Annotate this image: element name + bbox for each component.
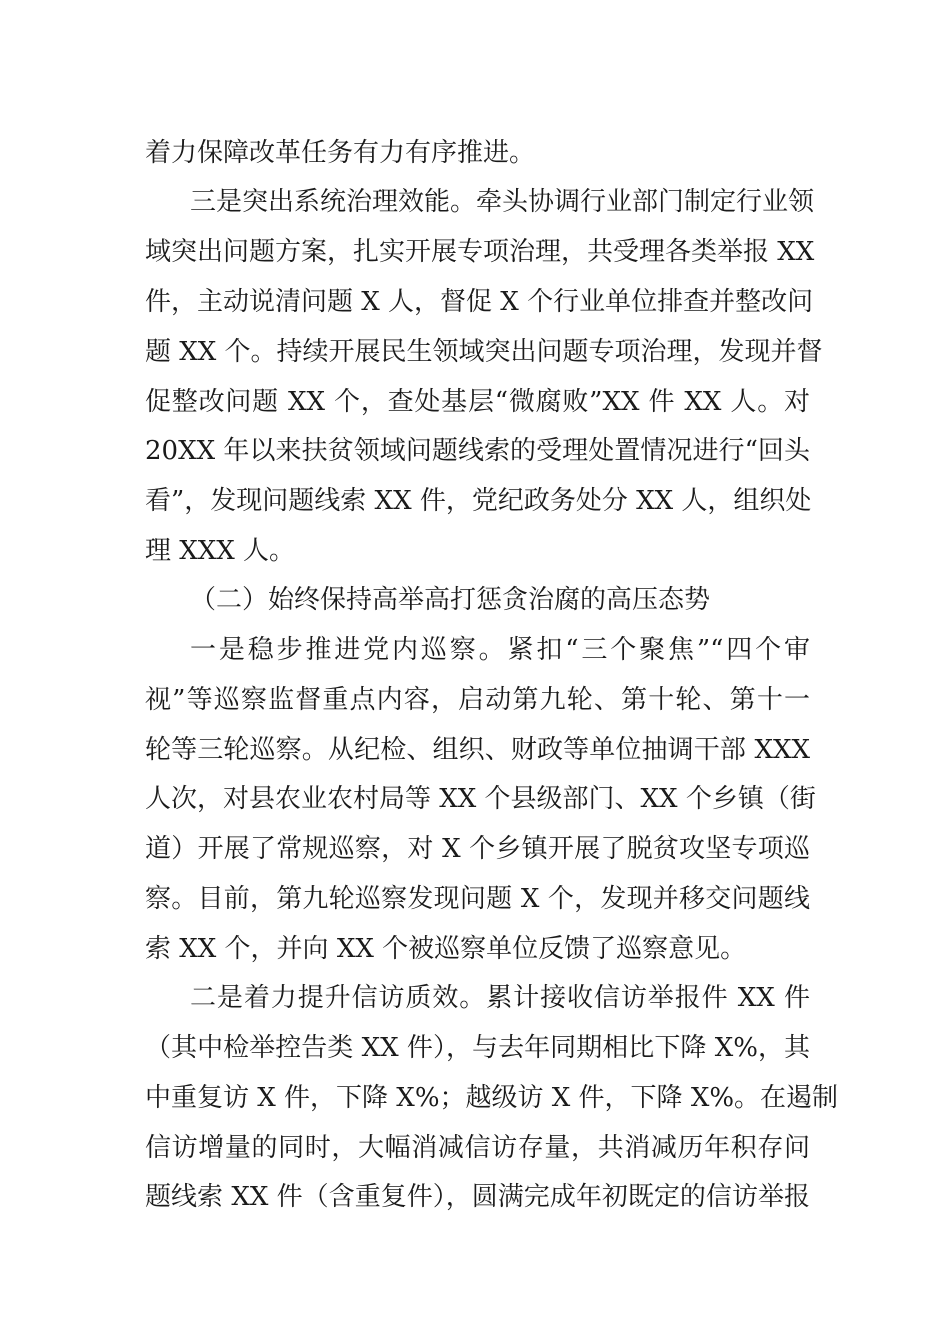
text-line: 题线索 XX 件（含重复件），圆满完成年初既定的信访举报 xyxy=(145,1182,810,1212)
text-line: 中重复访 X 件，下降 X%；越级访 X 件，下降 X%。在遏制 xyxy=(145,1083,839,1113)
paragraph-first-line: 二是着力提升信访质效。累计接收信访举报件 XX 件 xyxy=(190,983,810,1013)
text-line: 索 XX 个，并向 XX 个被巡察单位反馈了巡察意见。 xyxy=(145,934,747,964)
text-line: 人次，对县农业农村局等 XX 个县级部门、XX 个乡镇（街 xyxy=(145,784,816,814)
paragraph-first-line: 三是突出系统治理效能。牵头协调行业部门制定行业领 xyxy=(190,187,815,217)
paragraph-first-line: 一是稳步推进党内巡察。紧扣“三个聚焦”“四个审 xyxy=(190,635,810,665)
text-line: （其中检举控告类 XX 件），与去年同期相比下降 X%，其 xyxy=(145,1033,810,1063)
text-line: 轮等三轮巡察。从纪检、组织、财政等单位抽调干部 XXX xyxy=(145,735,810,765)
text-line: 域突出问题方案，扎实开展专项治理，共受理各类举报 XX xyxy=(145,237,815,267)
text-line: 促整改问题 XX 个，查处基层“微腐败”XX 件 XX 人。对 xyxy=(145,387,810,417)
text-line: 20XX 年以来扶贫领域问题线索的受理处置情况进行“回头 xyxy=(145,436,810,466)
text-line: 看”，发现问题线索 XX 件，党纪政务处分 XX 人，组织处 xyxy=(145,486,812,516)
text-line: 题 XX 个。持续开展民生领域突出问题专项治理，发现并督 xyxy=(145,337,823,367)
section-heading: （二）始终保持高举高打惩贪治腐的高压态势 xyxy=(190,585,711,615)
text-line: 道）开展了常规巡察，对 X 个乡镇开展了脱贫攻坚专项巡 xyxy=(145,834,810,864)
text-line: 着力保障改革任务有力有序推进。 xyxy=(145,138,536,168)
text-line: 件，主动说清问题 X 人，督促 X 个行业单位排查并整改问 xyxy=(145,287,814,317)
text-line: 理 XXX 人。 xyxy=(145,536,296,566)
text-line: 察。目前，第九轮巡察发现问题 X 个，发现并移交问题线 xyxy=(145,884,810,914)
text-line: 信访增量的同时，大幅消减信访存量，共消减历年积存问 xyxy=(145,1133,810,1163)
text-line: 视”等巡察监督重点内容，启动第九轮、第十轮、第十一 xyxy=(145,685,810,715)
